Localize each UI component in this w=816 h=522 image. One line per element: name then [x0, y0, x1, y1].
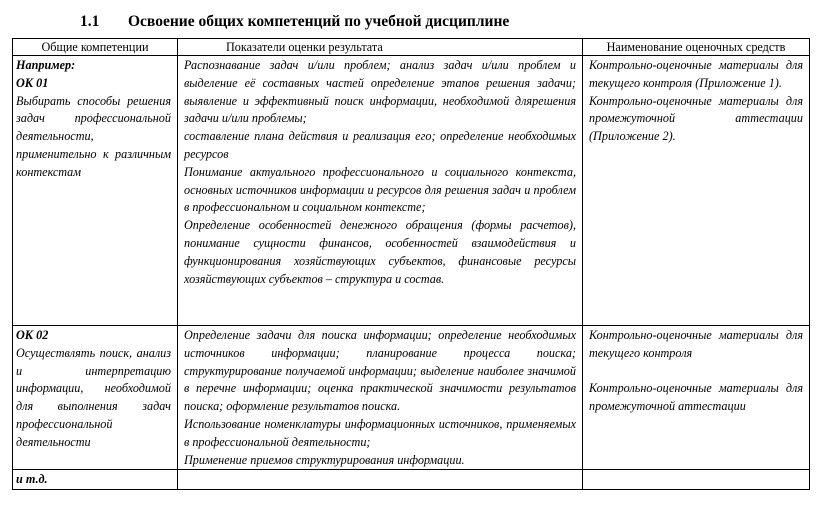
assessment-item: Контрольно-оценочные материалы для текущего контроля: [589, 328, 803, 360]
competence-code: и т.д.: [16, 472, 48, 487]
column-header-indicators: Показатели оценки результата: [178, 39, 583, 56]
indicator-item: составление плана действия и реализация его; определение необходимых ресурсов: [184, 129, 576, 161]
table-row: [13, 470, 810, 490]
assessment-item: Контрольно-оценочные материалы для промежуточной аттестации: [589, 381, 803, 414]
assessment-cell: [583, 326, 810, 470]
section-number: 1.1: [80, 13, 100, 30]
competence-code: ОК 02: [16, 328, 49, 342]
competence-code: ОК 01: [16, 75, 49, 90]
example-label: Например:: [16, 58, 76, 72]
column-header-assessment: Наименование оценочных средств: [583, 39, 810, 56]
indicators-cell: [178, 470, 583, 490]
competencies-table: [12, 38, 810, 490]
assessment-item: Контрольно-оценочные материалы для промежуточной аттестации (Приложение 2).: [589, 93, 803, 144]
table-header-row: [13, 39, 810, 56]
indicator-item: Понимание актуального профессионального и социального контекста, основных источников информации и ресурсов для решения задач и проблем в профессиональном и социальном контексте;: [184, 164, 576, 215]
table-row: [13, 326, 810, 470]
section-title: Освоение общих компетенций по учебной дисциплине: [128, 13, 510, 30]
indicator-item: Применение приемов структурирования информации.: [184, 452, 465, 467]
competence-cell: [13, 470, 178, 490]
competence-cell: [13, 56, 178, 326]
competence-cell: [13, 326, 178, 470]
column-header-competencies: Общие компетенции: [13, 39, 178, 56]
assessment-item: Контрольно-оценочные материалы для текущего контроля (Приложение 1).: [589, 58, 803, 90]
assessment-cell: [583, 470, 810, 490]
competence-text: Осуществлять поиск, анализ и интерпретацию информации, необходимой для выполнения задач профессиональной деятельности: [16, 345, 171, 449]
section-heading: [80, 13, 509, 31]
indicator-item: Распознавание задач и/или проблем; анализ задач и/или проблем и выделение её составных частей определение этапов решения задачи; выявление и эффективный поиск информации, необходимой длярешения задачи и/или проблемы;: [184, 58, 576, 126]
assessment-spacer: [589, 363, 803, 381]
indicators-cell: [178, 326, 583, 470]
competence-text: Выбирать способы решения задач профессиональной деятельности, применительно к различным контекстам: [16, 93, 171, 179]
indicator-item: Определение задачи для поиска информации; определение необходимых источников информации; планирование процесса поиска; структурирование получаемой информации; выделение наиболее значимой в перечне информации; оценка практической значимости результатов поиска; оформление результатов поиска.: [184, 328, 576, 414]
table-row: [13, 56, 810, 326]
indicators-cell: [178, 56, 583, 326]
indicator-item: Определение особенностей денежного обращения (формы расчетов), понимание сущности финансов, особенностей взаимодействия и функционирования хозяйствующих субъектов, финансовые ресурсы хозяйствующих субъектов – структура и состав.: [184, 218, 576, 286]
indicator-item: Использование номенклатуры информационных источников, применяемых в профессиональной деятельности;: [184, 416, 576, 449]
assessment-cell: [583, 56, 810, 326]
